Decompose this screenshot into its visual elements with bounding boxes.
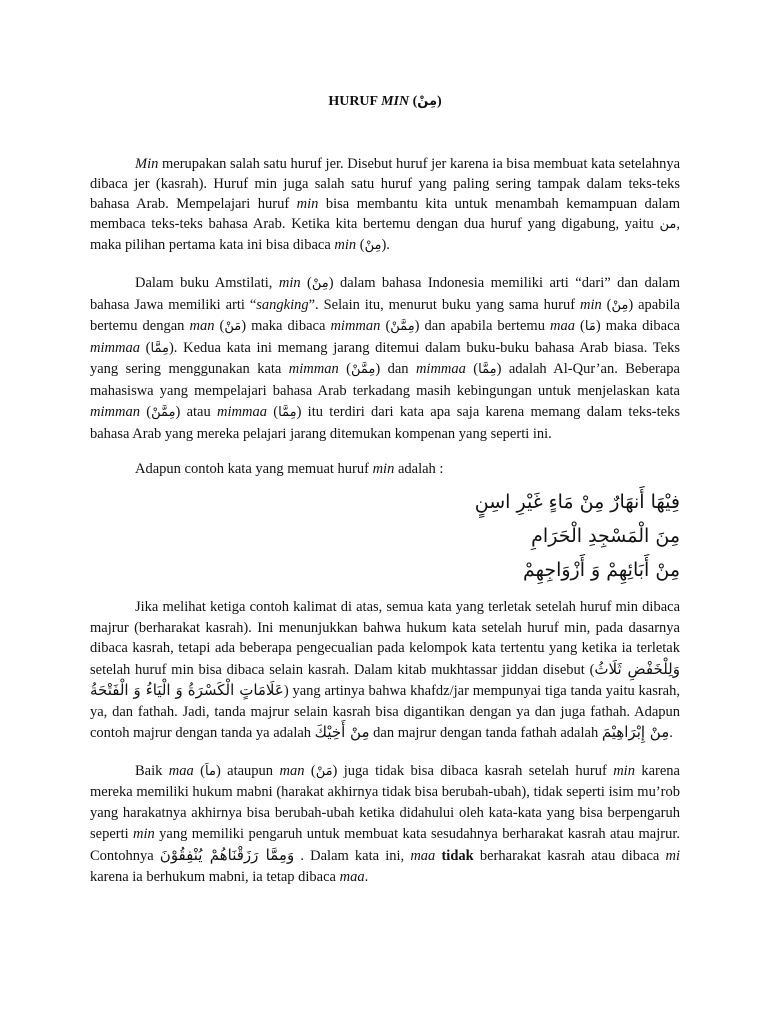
example-3: مِنْ أَبَائِهِمْ وَ أَزْوَاجِهِمْ: [522, 559, 680, 581]
example-1: فِيْهَا أَنهَارٌ مِنْ مَاءٍ غَيْرِ اسِنٍ: [474, 491, 680, 513]
example-2: مِنَ الْمَسْجِدِ الْحَرَامِ: [531, 525, 680, 547]
arabic-examples: [90, 485, 680, 587]
page-title: HURUF MIN (مِنْ): [328, 94, 442, 109]
title-arabic: مِنْ: [417, 94, 438, 109]
paragraph-2: Dalam buku Amstilati, min (مِنْ) dalam bahasa Indonesia memiliki arti “dari” dan dalam bahasa Jawa memiliki arti “sangking”. Selain itu, menurut buku yang sama huruf min (مِنْ) apabila bertemu dengan man (مَنْ) maka dibaca mimman (مِمَّنْ) dan apabila bertemu maa (مَا) maka dibaca mimmaa (مِمَّا). Kedua kata ini memang jarang ditemui dalam buku-buku bahasa Arab biasa. Teks yang sering menggunakan kata mimman (مِمَّنْ) dan mimmaa (مِمَّا) adalah Al-Qur’an. Beberapa mahasiswa yang mempelajari bahasa Arab terkadang masih kebingungan untuk menjelaskan kata mimman (مِمَّنْ) atau mimmaa (مِمَّا) itu terdiri dari kata apa saja karena memang dalam teks-teks bahasa Arab yang mereka pelajari jarang ditemukan kompenan yang seperti ini.: [90, 275, 680, 442]
paragraph-4: Jika melihat ketiga contoh kalimat di atas, semua kata yang terletak setelah huruf min dibaca majrur (berharakat kasrah). Ini menunjukkan bahwa hukum kata setelah huruf min, pada dasarnya dibaca kasrah, tetapi ada beberapa pengecualian pada kelompok kata tertentu yang ketika ia terletak setelah huruf min bisa dibaca selain kasrah. Dalam kitab mukhtassar jiddan disebut (وَلِلْخَفْضِ ثَلَاثُ عَلَامَاتٍ الْكَسْرَةُ وَ الْيَاءُ وَ الْفَتْحَةُ) yang artinya bahwa khafdz/jar mempunyai tiga tanda yaitu kasrah, ya, dan fathah. Jadi, tanda majrur selain kasrah bisa digantikan dengan ya dan juga fathah. Adapun contoh majrur dengan tanda ya adalah مِنْ أَخِيْكَ dan majrur dengan tanda fathah adalah مِنْ إِبْرَاهِيْمَ.: [90, 599, 680, 741]
paragraph-1: Min merupakan salah satu huruf jer. Disebut huruf jer karena ia bisa membuat kata setelahnya dibaca jer (kasrah). Huruf min juga salah satu huruf yang paling sering tampak dalam teks-teks bahasa Arab. Mempelajari huruf min bisa membantu kita untuk menambah kemampuan dalam membaca teks-teks bahasa Arab. Ketika kita bertemu dengan dua huruf yang digabung, yaitu من, maka pilihan pertama kata ini bisa dibaca min (مِنْ).: [90, 156, 680, 253]
document-page: [90, 92, 680, 888]
paragraph-3: Adapun contoh kata yang memuat huruf min adalah :: [135, 461, 444, 477]
paragraph-5: Baik maa (ماَ) ataupun man (مَنْ) juga tidak bisa dibaca kasrah setelah huruf min karena mereka memiliki hukum mabni (harakat akhirnya tidak bisa berubah-ubah), tidak seperti isim mu’rob yang harakatnya akhirnya bisa berubah-ubah ketika didahului oleh kata-kata yang bisa berpengaruh seperti min yang memiliki pengaruh untuk membuat kata sesudahnya berharakat kasrah atau majrur. Contohnya وَمِمَّا رَزَقْنَاهُمْ يُنْفِقُوْنَ . Dalam kata ini, maa tidak berharakat kasrah atau dibaca mi karena ia berhukum mabni, ia tetap dibaca maa.: [90, 762, 680, 885]
